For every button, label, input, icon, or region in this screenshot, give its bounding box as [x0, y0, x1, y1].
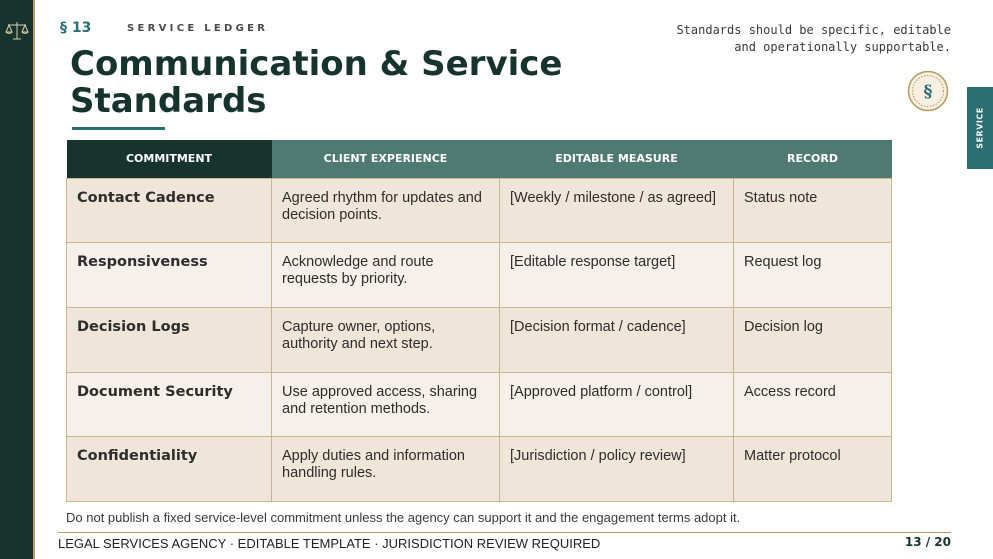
section-kicker: SERVICE LEDGER	[127, 23, 269, 34]
footer-divider	[58, 532, 951, 533]
client-experience-cell: Acknowledge and route requests by priority.	[272, 243, 500, 308]
editable-measure-cell: [Editable response target]	[500, 243, 734, 308]
column-header-record: RECORD	[734, 140, 892, 178]
section-number: § 13	[60, 20, 92, 36]
editable-measure-cell: [Weekly / milestone / as agreed]	[500, 178, 734, 243]
editable-measure-cell: [Jurisdiction / policy review]	[500, 437, 734, 502]
page-title: Communication & Service Standards	[70, 44, 563, 121]
column-header-client-experience: CLIENT EXPERIENCE	[272, 140, 500, 178]
record-cell: Matter protocol	[734, 437, 892, 502]
client-experience-cell: Agreed rhythm for updates and decision points.	[272, 178, 500, 243]
standards-table	[66, 140, 892, 502]
table-row	[67, 307, 892, 372]
table-row	[67, 372, 892, 437]
commitment-cell: Confidentiality	[67, 437, 272, 502]
sidebar	[0, 0, 34, 559]
top-note: Standards should be specific, editable and operationally supportable.	[676, 23, 951, 54]
commitment-cell: Contact Cadence	[67, 178, 272, 243]
record-cell: Access record	[734, 372, 892, 437]
record-cell: Status note	[734, 178, 892, 243]
footer-text: LEGAL SERVICES AGENCY · EDITABLE TEMPLATE · JURISDICTION REVIEW REQUIRED	[58, 536, 601, 551]
client-experience-cell: Apply duties and information handling rules.	[272, 437, 500, 502]
client-experience-cell: Use approved access, sharing and retention methods.	[272, 372, 500, 437]
editable-measure-cell: [Approved platform / control]	[500, 372, 734, 437]
record-cell: Decision log	[734, 307, 892, 372]
seal-glyph: §	[923, 82, 933, 102]
side-tab	[967, 87, 993, 169]
section-seal-icon	[907, 70, 949, 112]
commitment-cell: Document Security	[67, 372, 272, 437]
client-experience-cell: Capture owner, options, authority and next step.	[272, 307, 500, 372]
column-header-editable-measure: EDITABLE MEASURE	[500, 140, 734, 178]
footnote: Do not publish a fixed service-level commitment unless the agency can support it and the engagement terms adopt it.	[66, 510, 741, 525]
sidebar-divider	[33, 0, 35, 559]
commitment-cell: Responsiveness	[67, 243, 272, 308]
editable-measure-cell: [Decision format / cadence]	[500, 307, 734, 372]
column-header-commitment: COMMITMENT	[67, 140, 272, 178]
table-header-row	[67, 140, 892, 178]
table-row	[67, 437, 892, 502]
title-underline	[72, 127, 165, 130]
page-number: 13 / 20	[904, 535, 951, 549]
side-tab-label: SERVICE	[975, 107, 985, 149]
table-row	[67, 178, 892, 243]
commitment-cell: Decision Logs	[67, 307, 272, 372]
table-row	[67, 243, 892, 308]
record-cell: Request log	[734, 243, 892, 308]
scales-of-justice-icon	[5, 20, 29, 42]
